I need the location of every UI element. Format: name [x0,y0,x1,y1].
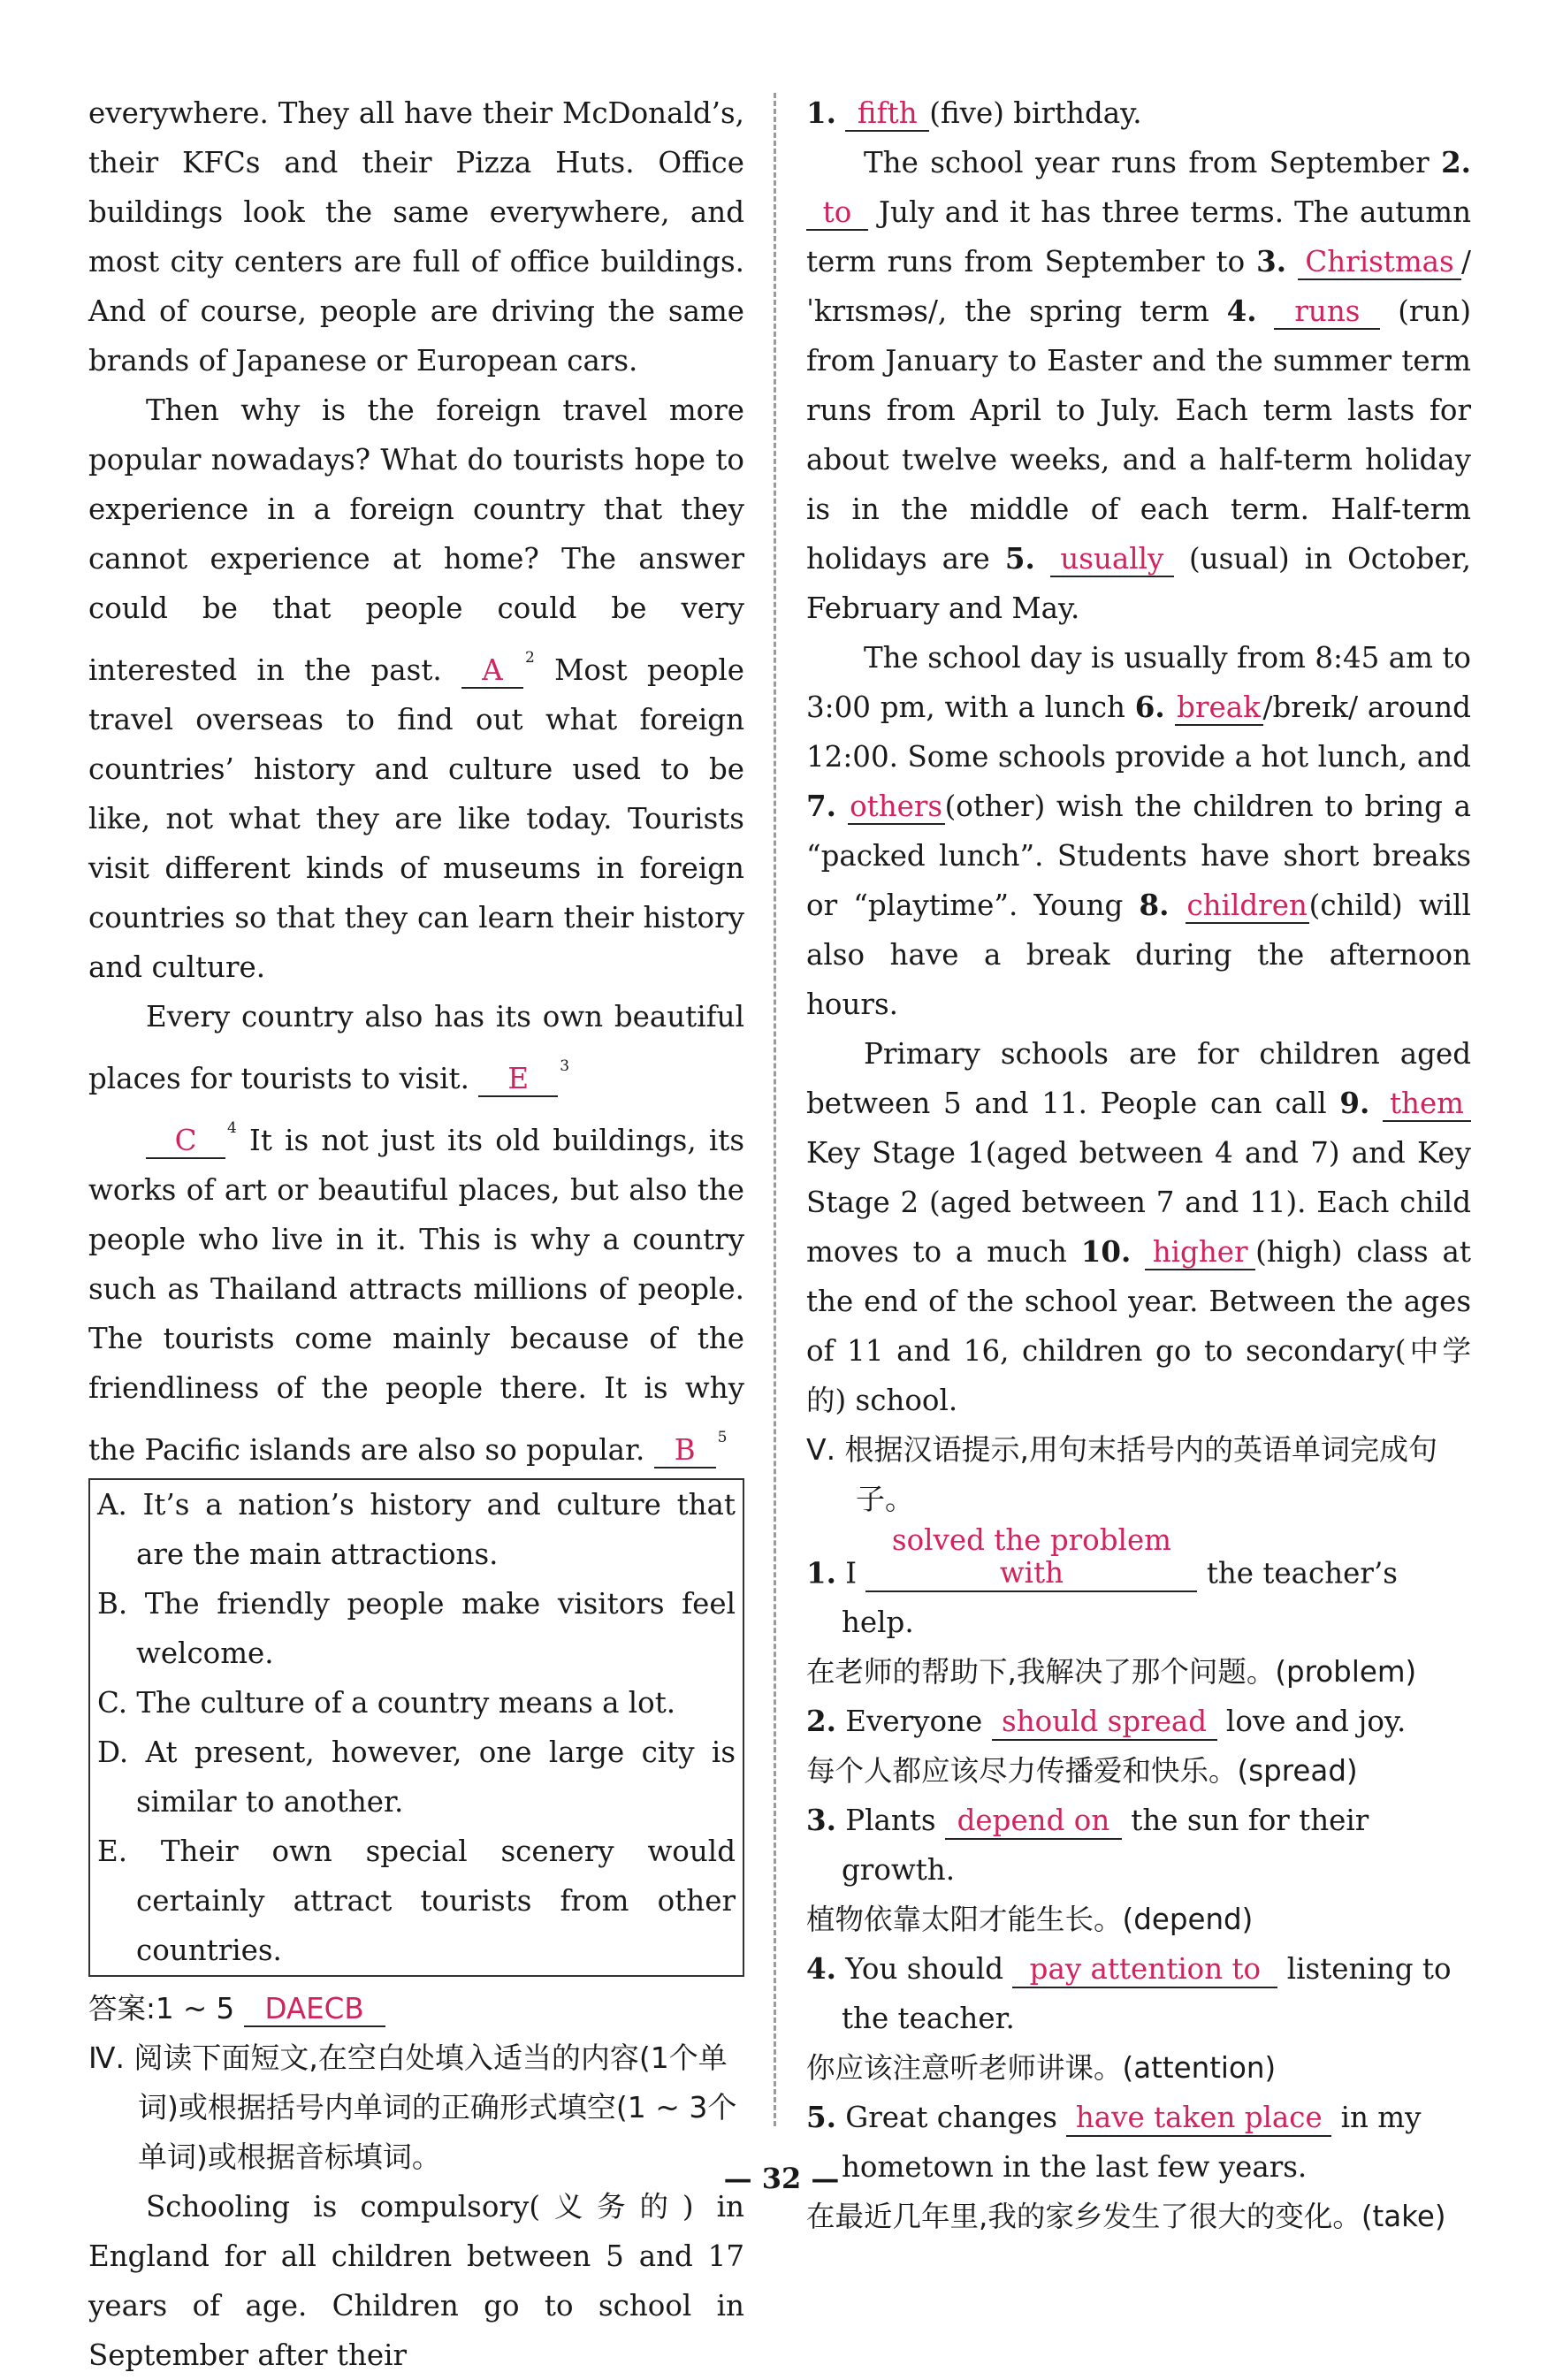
cloze-blank-1[interactable]: fifth [845,97,929,132]
cloze-blank-10[interactable]: higher [1145,1236,1255,1270]
translation-blank-5[interactable]: have taken place [1066,2102,1331,2136]
cloze-p1: 1. fifth (five) birthday. [806,88,1471,138]
cloze-blank-2[interactable]: to [806,196,868,231]
blank-5[interactable]: B [654,1434,716,1468]
cloze-p3: The school day is usually from 8:45 am to 3:00 pm, with a lunch 6. break/breɪk/ around 12:00. Some schools provide a hot lunch, and 7. others(other) wish the children to bring a “packed lunch”. Students have short breaks or “playtime”. Young 8. children(child) will also have a break during the afternoon hours. [806,641,1471,1021]
translation-item-2: 2. Everyone should spread love and joy. 每个人都应该尽力传播爱和快乐。(spread) [806,1704,1407,1789]
cloze-blank-9[interactable]: them [1383,1087,1471,1122]
translation-item-4: 4. You should pay attention to listening to the teacher. 你应该注意听老师讲课。(attention) [806,1951,1452,2086]
translation-blank-2[interactable]: should spread [992,1705,1217,1740]
translation-blank-3[interactable]: depend on [945,1804,1122,1839]
passage-paragraph-1: everywhere. They all have their McDonald’s, their KFCs and their Pizza Huts. Office buildings look the same everywhere, and most city centers are full of office buildings. And of course, people are driving the same brands of Japanese or European cars. [88,96,744,378]
cloze-p4: Primary schools are for children aged between 5 and 11. People can call 9. them Key Stage 1(aged between 4 and 7) and Key Stage 2 (aged between 7 and 11). Each child moves to a much 10. higher (high) class at the end of the school year. Between the ages of 11 and 16, children go to secondary(中学的) school. [806,1037,1471,1417]
section-5-title: Ⅴ. 根据汉语提示,用句末括号内的英语单词完成句子。 [806,1432,1438,1516]
cloze-blank-7[interactable]: others [848,790,945,825]
column-divider [774,93,776,2126]
option-e: E. Their own special scenery would certainly attract tourists from other countries. [97,1835,736,1967]
blank-2[interactable]: A [461,654,523,689]
passage-paragraph-2: Then why is the foreign travel more popular nowadays? What do tourists hope to experience in a foreign country that they cannot experience at home? The answer could be that people could be very interested in the past. A $^2$ Most people travel overseas to find out what foreign countries’ history and culture used to be like, not what they are like today. Tourists visit different kinds of museums in foreign countries so that they can learn their history and culture. [88,393,744,984]
cloze-p2: The school year runs from September 2. to July and it has three terms. The autumn term runs from September to 3. Christmas /ˈkrɪsməs/, the spring term 4. runs (run) from January to Easter and the summer term runs from April to July. Each term lasts for about twelve weeks, and a half-term holiday is in the middle of each term. Half-term holidays are 5. usually (usual) in October, February and May. [806,145,1472,625]
section-4-title: Ⅳ. 阅读下面短文,在空白处填入适当的内容(1个单词)或根据括号内单词的正确形式填空(1 ~ 3个单词)或根据音标填词。 [88,2041,737,2174]
cloze-blank-3[interactable]: Christmas [1298,246,1461,280]
translation-item-1: 1. I solved the problem with the teacher’s help. 在老师的帮助下,我解决了那个问题。(problem) [806,1523,1417,1690]
blank-3[interactable]: E [478,1063,558,1097]
page-number: — 32 — [723,2162,840,2195]
cloze-blank-8[interactable]: children [1186,889,1309,924]
blank-4[interactable]: C [146,1125,225,1159]
option-c: C. The culture of a country means a lot. [97,1686,676,1720]
option-d: D. At present, however, one large city is similar to another. [97,1735,736,1819]
passage-paragraph-4: C $^4$ It is not just its old buildings, its works of art or beautiful places, but also the people who live in it. This is why a country such as Thailand attracts millions of people. The tourists come mainly because of the friendliness of the people there. It is why the Pacific islands are also so popular. B $^5$ [88,1103,744,1475]
answer-key-blank[interactable]: DAECB [244,1993,385,2027]
cloze-blank-4[interactable]: runs [1274,295,1380,330]
translation-item-5: 5. Great changes have taken place in my hometown in the last few years. 在最近几年里,我的家乡发生了很大的变化。(take) [806,2100,1446,2234]
option-a: A. It’s a nation’s history and culture that are the main attractions. [97,1488,736,1571]
answer-key: 答案:1 ~ 5 DAECB [88,1984,744,2033]
translation-item-3: 3. Plants depend on the sun for their growth. 植物依靠太阳才能生长。(depend) [806,1803,1369,1937]
cloze-blank-5[interactable]: usually [1050,543,1174,577]
option-b: B. The friendly people make visitors feel welcome. [97,1587,736,1670]
passage-paragraph-3: Every country also has its own beautiful places for tourists to visit. E $^3$ [88,992,744,1103]
left-column [88,88,744,2380]
options-box [88,1478,744,1977]
section-4-intro: Schooling is compulsory(义务的) in England for all children between 5 and 17 years of age. Children go to school in September after their [88,2190,744,2372]
cloze-blank-6[interactable]: break [1175,691,1263,726]
translation-blank-1[interactable]: solved the problem with [865,1524,1197,1592]
right-column [806,88,1471,2241]
translation-blank-4[interactable]: pay attention to [1012,1953,1277,1987]
